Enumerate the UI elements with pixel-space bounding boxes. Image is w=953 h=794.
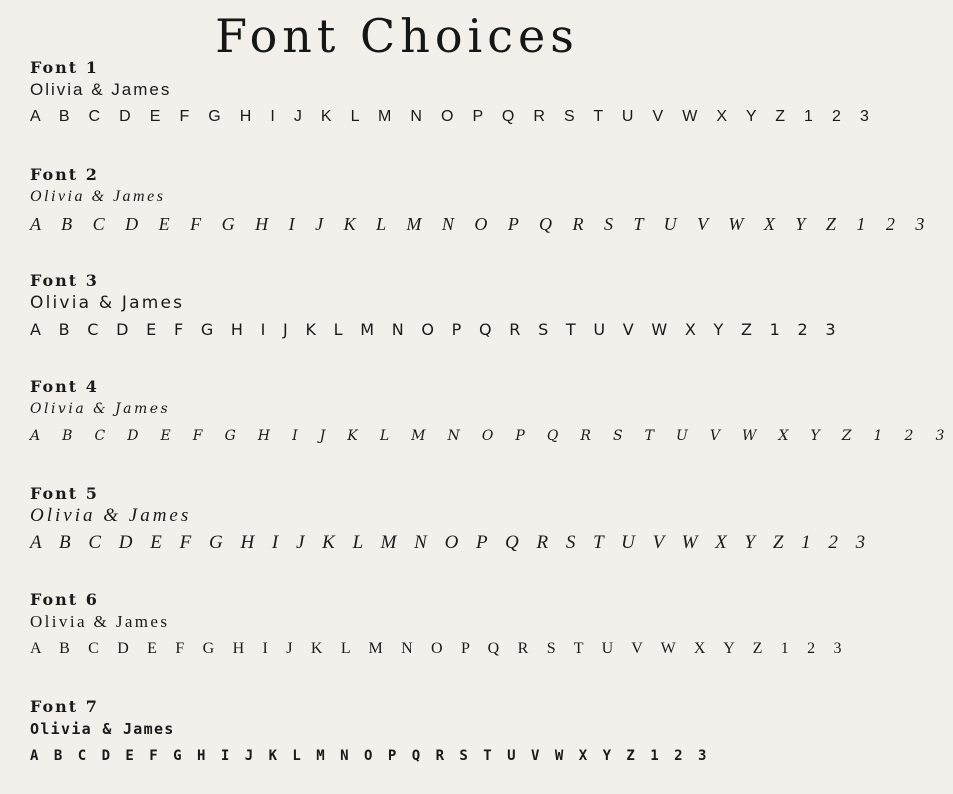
font-label: Font 2 [30, 165, 99, 184]
font-label: Font 3 [30, 271, 99, 290]
font-label: Font 5 [30, 484, 99, 503]
font-sample-alphabet: A B C D E F G H I J K L M N O P Q R S T U V W X Y Z 1 2 3 [30, 428, 953, 444]
font-option-5 [30, 484, 872, 556]
font-sample-names: Olivia & James [30, 505, 192, 526]
page-title: Font Choices [215, 9, 579, 63]
font-sample-names: Olivia & James [30, 80, 172, 99]
font-sample-alphabet: A B C D E F G H I J K L M N O P Q R S T U V W X Y Z 1 2 3 [30, 532, 872, 553]
font-sample-names: Olivia & James [30, 720, 175, 738]
font-sample-alphabet: A B C D E F G H I J K L M N O P Q R S T U V W X Y Z 1 2 3 [30, 640, 849, 657]
font-option-6 [30, 590, 849, 662]
font-option-3 [30, 271, 842, 343]
font-label: Font 6 [30, 590, 99, 609]
font-sample-alphabet: A B C D E F G H I J K L M N O P Q R S T U V W X Y Z 1 2 3 [30, 320, 842, 339]
font-option-1 [30, 58, 877, 130]
font-option-7 [30, 697, 770, 769]
font-sample-names: Olivia & James [30, 293, 185, 313]
font-sample-names: Olivia & James [30, 188, 166, 205]
font-sample-alphabet: A B C D E F G H I J K L M N O P Q R S T U V W X Y Z 1 2 3 [30, 108, 877, 125]
font-label: Font 1 [30, 58, 99, 77]
font-sample-names: Olivia & James [30, 612, 170, 631]
font-sample-alphabet: A B C D E F G H I J K L M N O P Q R S T U V W X Y Z 1 2 3 [30, 748, 710, 764]
font-label: Font 4 [30, 377, 99, 396]
font-label: Font 7 [30, 697, 99, 716]
font-sample-alphabet: A B C D E F G H I J K L M N O P Q R S T U V W X Y Z 1 2 3 [30, 214, 933, 234]
font-sample-names: Olivia & James [30, 401, 171, 417]
font-option-2 [30, 165, 933, 237]
font-option-4 [30, 377, 953, 449]
